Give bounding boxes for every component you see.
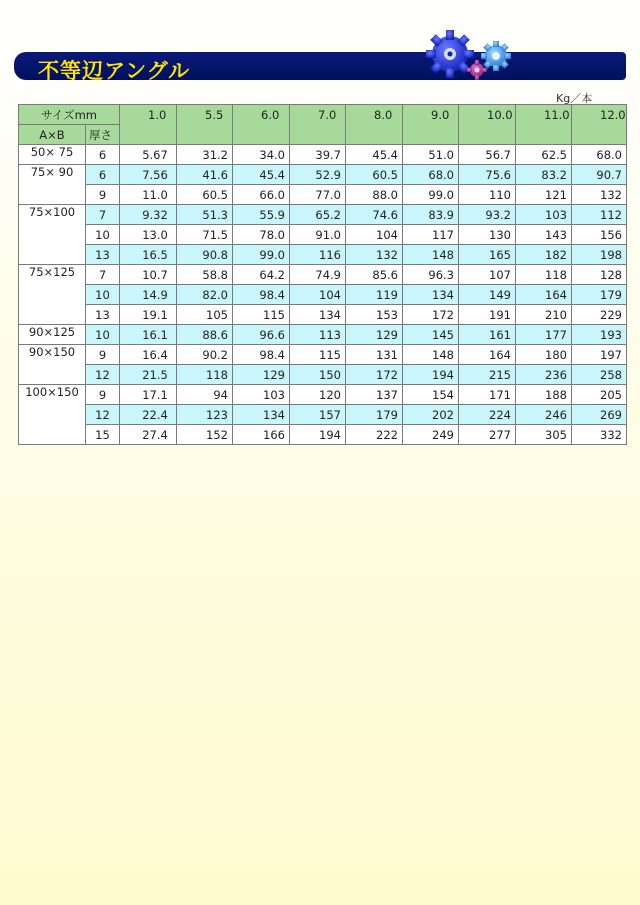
weight-cell: 246 [516,405,572,425]
weight-cell: 149 [459,285,516,305]
weight-cell: 215 [459,365,516,385]
weight-cell: 177 [516,325,572,345]
weight-cell: 60.5 [177,185,233,205]
thickness-cell: 9 [86,185,120,205]
weight-cell: 74.6 [346,205,403,225]
axb-header: A×B [19,125,86,145]
table-row [19,185,627,205]
weight-cell: 180 [516,345,572,365]
weight-cell: 134 [403,285,459,305]
weight-cell: 119 [346,285,403,305]
weight-cell: 31.2 [177,145,233,165]
weight-cell: 128 [572,265,627,285]
weight-cell: 164 [516,285,572,305]
weight-cell: 62.5 [516,145,572,165]
weight-cell: 188 [516,385,572,405]
table-row [19,285,627,305]
weight-cell: 202 [403,405,459,425]
size-cell: 75× 90 [19,165,86,205]
weight-cell: 91.0 [290,225,346,245]
size-cell: 90×150 [19,345,86,385]
weight-cell: 90.8 [177,245,233,265]
weight-cell: 129 [233,365,290,385]
weight-cell: 56.7 [459,145,516,165]
weight-cell: 145 [403,325,459,345]
weight-cell: 96.3 [403,265,459,285]
length-header: 8.0 [346,105,403,145]
weight-cell: 194 [290,425,346,445]
weight-cell: 182 [516,245,572,265]
weight-cell: 104 [346,225,403,245]
weight-cell: 55.9 [233,205,290,225]
weight-cell: 130 [459,225,516,245]
weight-cell: 74.9 [290,265,346,285]
weight-cell: 172 [403,305,459,325]
weight-cell: 103 [516,205,572,225]
unit-label: Kg／本 [556,92,593,105]
weight-cell: 154 [403,385,459,405]
weight-cell: 21.5 [120,365,177,385]
weight-cell: 13.0 [120,225,177,245]
weight-cell: 90.2 [177,345,233,365]
size-cell: 100×150 [19,385,86,445]
weight-cell: 118 [177,365,233,385]
weight-cell: 191 [459,305,516,325]
weight-cell: 157 [290,405,346,425]
weight-cell: 83.9 [403,205,459,225]
weight-cell: 51.3 [177,205,233,225]
table-row [19,145,627,165]
weight-cell: 65.2 [290,205,346,225]
weight-cell: 52.9 [290,165,346,185]
weight-cell: 68.0 [403,165,459,185]
length-header: 5.5 [177,105,233,145]
thickness-cell: 15 [86,425,120,445]
weight-cell: 77.0 [290,185,346,205]
weight-cell: 198 [572,245,627,265]
table-row [19,325,627,345]
weight-cell: 112 [572,205,627,225]
thickness-cell: 12 [86,365,120,385]
table-row [19,365,627,385]
weight-cell: 99.0 [403,185,459,205]
weight-cell: 117 [403,225,459,245]
weight-cell: 150 [290,365,346,385]
table-row [19,305,627,325]
weight-cell: 120 [290,385,346,405]
weight-cell: 236 [516,365,572,385]
weight-cell: 113 [290,325,346,345]
weight-cell: 229 [572,305,627,325]
weight-cell: 90.7 [572,165,627,185]
length-header: 1.0 [120,105,177,145]
weight-cell: 14.9 [120,285,177,305]
weight-cell: 172 [346,365,403,385]
table-row [19,425,627,445]
weight-cell: 164 [459,345,516,365]
length-header: 12.0 [572,105,627,145]
page-title: 不等辺アングル [38,59,191,83]
header-row-1 [19,105,627,125]
weight-cell: 166 [233,425,290,445]
gears-icon [424,28,516,88]
thickness-cell: 9 [86,345,120,365]
weight-cell: 83.2 [516,165,572,185]
length-header: 9.0 [403,105,459,145]
thickness-cell: 10 [86,285,120,305]
weight-cell: 27.4 [120,425,177,445]
weight-cell: 98.4 [233,345,290,365]
weight-cell: 116 [290,245,346,265]
weight-cell: 41.6 [177,165,233,185]
weight-cell: 16.4 [120,345,177,365]
weight-cell: 98.4 [233,285,290,305]
weight-cell: 193 [572,325,627,345]
weight-cell: 171 [459,385,516,405]
weight-cell: 197 [572,345,627,365]
weight-cell: 39.7 [290,145,346,165]
size-cell: 50× 75 [19,145,86,165]
weight-cell: 16.1 [120,325,177,345]
weight-cell: 269 [572,405,627,425]
weight-cell: 258 [572,365,627,385]
length-header: 10.0 [459,105,516,145]
weight-cell: 93.2 [459,205,516,225]
weight-cell: 121 [516,185,572,205]
weight-cell: 148 [403,345,459,365]
thickness-header: 厚さ [86,125,120,145]
weight-cell: 99.0 [233,245,290,265]
length-header: 7.0 [290,105,346,145]
weight-cell: 7.56 [120,165,177,185]
thickness-cell: 6 [86,145,120,165]
weight-cell: 75.6 [459,165,516,185]
weight-cell: 51.0 [403,145,459,165]
weight-cell: 16.5 [120,245,177,265]
weight-cell: 82.0 [177,285,233,305]
weight-cell: 34.0 [233,145,290,165]
weight-cell: 19.1 [120,305,177,325]
weight-cell: 132 [346,245,403,265]
size-cell: 90×125 [19,325,86,345]
weight-cell: 129 [346,325,403,345]
weight-cell: 11.0 [120,185,177,205]
weight-cell: 94 [177,385,233,405]
weight-cell: 134 [290,305,346,325]
table-row [19,205,627,225]
weight-cell: 96.6 [233,325,290,345]
weight-cell: 71.5 [177,225,233,245]
weight-cell: 161 [459,325,516,345]
weight-cell: 194 [403,365,459,385]
thickness-cell: 7 [86,265,120,285]
weight-cell: 105 [177,305,233,325]
weight-cell: 131 [346,345,403,365]
weight-cell: 45.4 [233,165,290,185]
weight-cell: 45.4 [346,145,403,165]
weight-cell: 88.0 [346,185,403,205]
weight-cell: 179 [346,405,403,425]
size-cell: 75×125 [19,265,86,325]
weight-cell: 9.32 [120,205,177,225]
weight-cell: 17.1 [120,385,177,405]
weight-cell: 66.0 [233,185,290,205]
weight-cell: 249 [403,425,459,445]
table-row [19,265,627,285]
weight-cell: 78.0 [233,225,290,245]
thickness-cell: 9 [86,385,120,405]
weight-cell: 115 [233,305,290,325]
weight-cell: 132 [572,185,627,205]
weight-cell: 103 [233,385,290,405]
weight-cell: 137 [346,385,403,405]
weight-table [18,104,627,445]
thickness-cell: 13 [86,245,120,265]
weight-cell: 64.2 [233,265,290,285]
length-header: 6.0 [233,105,290,145]
size-header: サイズmm [19,105,120,125]
weight-cell: 88.6 [177,325,233,345]
table-row [19,345,627,365]
weight-cell: 179 [572,285,627,305]
weight-cell: 148 [403,245,459,265]
weight-cell: 68.0 [572,145,627,165]
thickness-cell: 10 [86,325,120,345]
weight-cell: 210 [516,305,572,325]
weight-cell: 60.5 [346,165,403,185]
table-row [19,385,627,405]
weight-cell: 165 [459,245,516,265]
weight-cell: 134 [233,405,290,425]
weight-cell: 222 [346,425,403,445]
length-header: 11.0 [516,105,572,145]
weight-cell: 224 [459,405,516,425]
weight-cell: 5.67 [120,145,177,165]
weight-cell: 118 [516,265,572,285]
weight-cell: 104 [290,285,346,305]
weight-cell: 115 [290,345,346,365]
weight-cell: 22.4 [120,405,177,425]
weight-cell: 110 [459,185,516,205]
weight-cell: 58.8 [177,265,233,285]
thickness-cell: 12 [86,405,120,425]
weight-cell: 107 [459,265,516,285]
size-cell: 75×100 [19,205,86,265]
table-row [19,225,627,245]
thickness-cell: 6 [86,165,120,185]
thickness-cell: 7 [86,205,120,225]
weight-cell: 143 [516,225,572,245]
weight-cell: 156 [572,225,627,245]
weight-cell: 205 [572,385,627,405]
table-row [19,245,627,265]
table-row [19,405,627,425]
weight-cell: 152 [177,425,233,445]
thickness-cell: 13 [86,305,120,325]
weight-cell: 153 [346,305,403,325]
table-row [19,165,627,185]
thickness-cell: 10 [86,225,120,245]
weight-cell: 10.7 [120,265,177,285]
weight-cell: 85.6 [346,265,403,285]
weight-cell: 332 [572,425,627,445]
weight-cell: 123 [177,405,233,425]
weight-cell: 277 [459,425,516,445]
weight-cell: 305 [516,425,572,445]
